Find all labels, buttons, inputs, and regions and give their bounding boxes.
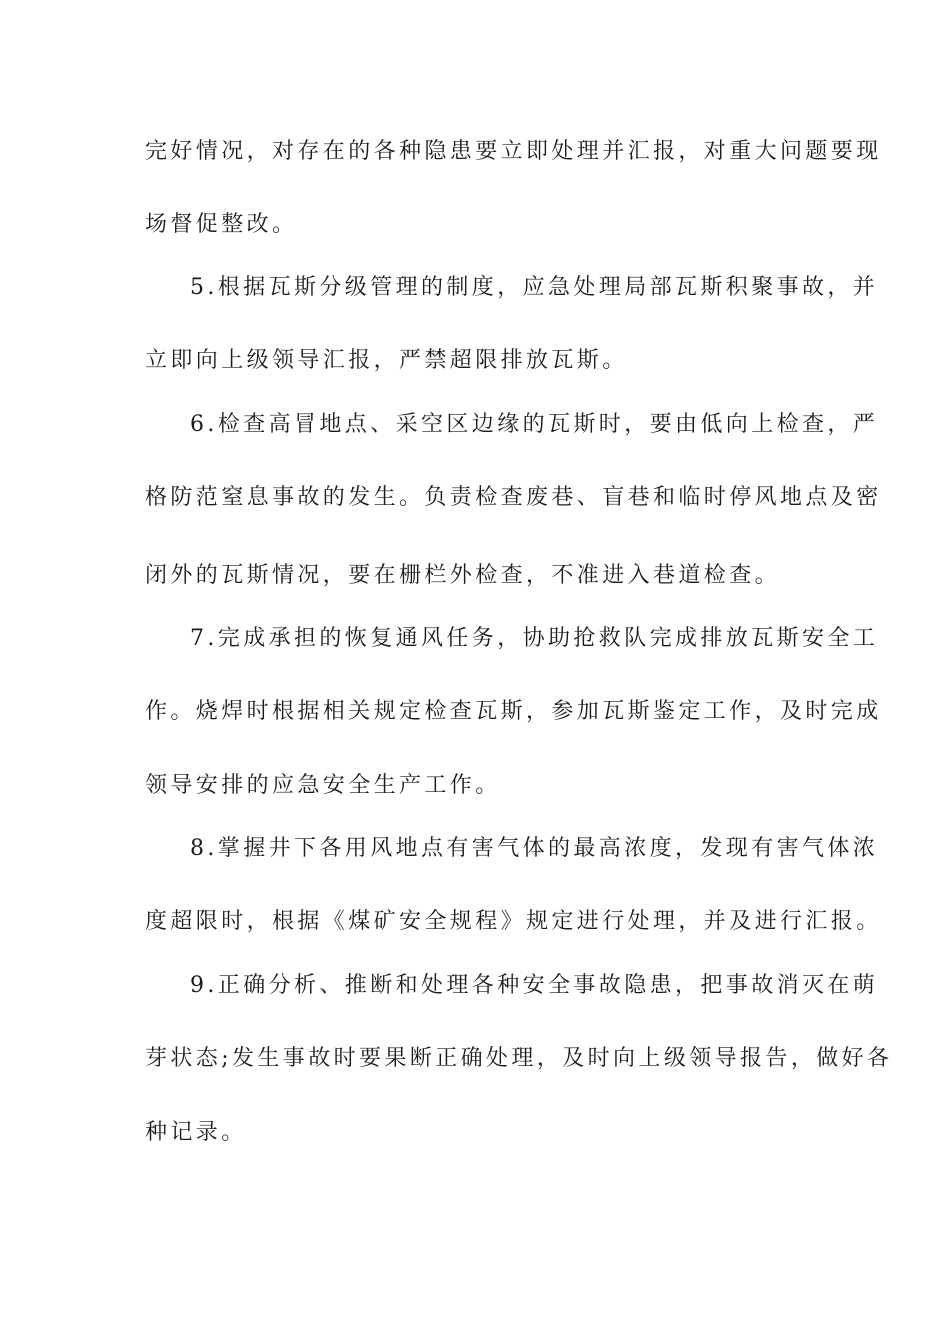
text-line: 场督促整改。 bbox=[145, 212, 298, 237]
item-6-first-line: 6.检查高冒地点、采空区边缘的瓦斯时，要由低向上检查，严 bbox=[190, 412, 879, 437]
text-line: 闭外的瓦斯情况，要在栅栏外检查，不准进入巷道检查。 bbox=[145, 563, 781, 588]
text-line: 立即向上级领导汇报，严禁超限排放瓦斯。 bbox=[145, 348, 628, 373]
text-line: 种记录。 bbox=[145, 1120, 247, 1145]
text-line: 度超限时，根据《煤矿安全规程》规定进行处理，并及进行汇报。 bbox=[145, 909, 882, 934]
text-line: 格防范窒息事故的发生。负责检查废巷、盲巷和临时停风地点及密 bbox=[145, 485, 882, 510]
text-line: 完好情况，对存在的各种隐患要立即处理并汇报，对重大问题要现 bbox=[145, 139, 882, 164]
item-9-first-line: 9.正确分析、推断和处理各种安全事故隐患，把事故消灭在萌 bbox=[190, 973, 879, 998]
text-line: 芽状态;发生事故时要果断正确处理，及时向上级领导报告，做好各 bbox=[145, 1046, 893, 1071]
item-8-first-line: 8.掌握井下各用风地点有害气体的最高浓度，发现有害气体浓 bbox=[190, 836, 879, 861]
text-line: 作。烧焊时根据相关规定检查瓦斯，参加瓦斯鉴定工作，及时完成 bbox=[145, 699, 882, 724]
text-line: 领导安排的应急安全生产工作。 bbox=[145, 773, 501, 798]
item-5-first-line: 5.根据瓦斯分级管理的制度，应急处理局部瓦斯积聚事故，并 bbox=[190, 275, 879, 300]
item-7-first-line: 7.完成承担的恢复通风任务，协助抢救队完成排放瓦斯安全工 bbox=[190, 626, 879, 651]
